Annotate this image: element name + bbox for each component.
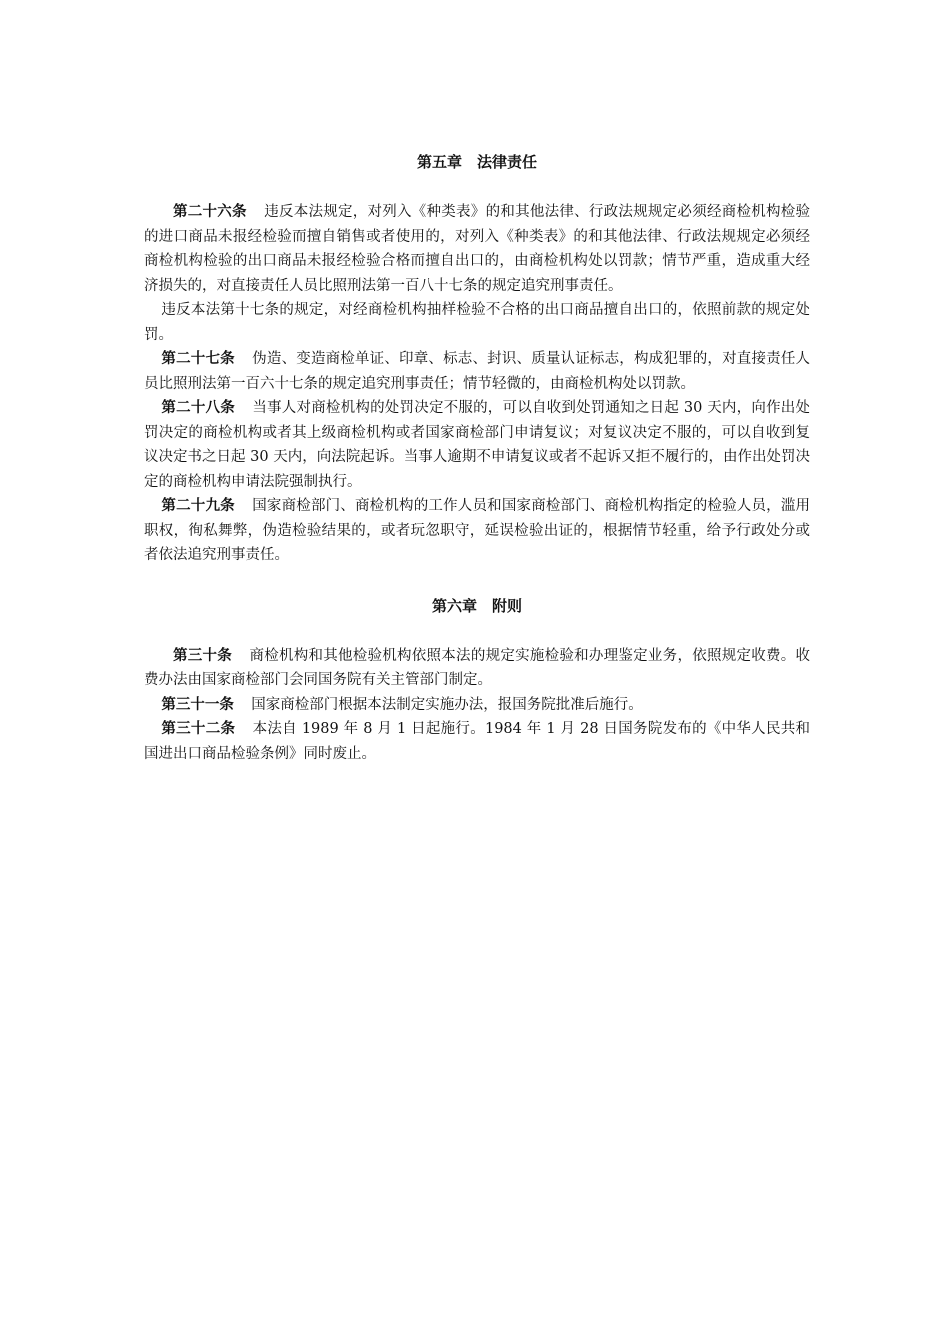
article-28-text: 当事人对商检机构的处罚决定不服的，可以自收到处罚通知之日起 30 天内，向作出处罚决定的商检机构或者其上级商检机构或者国家商检部门申请复议；对复议决定不服的，可以自收到复议决定书之日起 30 天内，向法院起诉。当事人逾期不申请复议或者不起诉又拒不履行的，由作出处罚决定的商检机构申请法院强制执行。: [144, 400, 810, 490]
document-page: [144, 150, 810, 766]
article-26: [144, 200, 810, 298]
article-29: [144, 494, 810, 568]
article-32: [144, 717, 810, 766]
article-32-text: 本法自 1989 年 8 月 1 日起施行。1984 年 1 月 28 日国务院发布的《中华人民共和国进出口商品检验条例》同时废止。: [144, 721, 810, 762]
article-31-text: 国家商检部门根据本法制定实施办法，报国务院批准后施行。: [251, 696, 643, 713]
article-27-text: 伪造、变造商检单证、印章、标志、封识、质量认证标志，构成犯罪的，对直接责任人员比照刑法第一百六十七条的规定追究刑事责任；情节轻微的，由商检机构处以罚款。: [144, 351, 810, 392]
article-27-label: 第二十七条: [161, 350, 235, 367]
article-30-label: 第三十条: [173, 646, 233, 664]
article-27: [144, 347, 810, 396]
article-30-text: 商检机构和其他检验机构依照本法的规定实施检验和办理鉴定业务，依照规定收费。收费办法由国家商检部门会同国务院有关主管部门制定。: [144, 647, 811, 688]
article-26-text: 违反本法规定，对列入《种类表》的和其他法律、行政法规规定必须经商检机构检验的进口商品未报经检验而擅自销售或者使用的，对列入《种类表》的和其他法律、行政法规规定必须经商检机构检验的出口商品未报经检验合格而擅自出口的，由商检机构处以罚款；情节严重，造成重大经济损失的，对直接责任人员比照刑法第一百八十七条的规定追究刑事责任。: [144, 204, 810, 294]
article-31-label: 第三十一条: [161, 695, 234, 713]
article-28: [144, 396, 810, 494]
chapter-5-title: 第五章 法律责任: [416, 153, 537, 171]
article-29-text: 国家商检部门、商检机构的工作人员和国家商检部门、商检机构指定的检验人员，滥用职权，徇私舞弊，伪造检验结果的，或者玩忽职守，延误检验出证的，根据情节轻重，给予行政处分或者依法追究刑事责任。: [144, 498, 810, 563]
article-32-label: 第三十二条: [161, 720, 236, 737]
chapter-6-title: 第六章 附则: [431, 596, 522, 615]
article-29-label: 第二十九条: [161, 497, 235, 514]
article-26-label: 第二十六条: [173, 203, 247, 220]
article-26-paragraph-2: 违反本法第十七条的规定，对经商检机构抽样检验不合格的出口商品擅自出口的，依照前款的规定处罚。: [144, 302, 810, 343]
article-28-label: 第二十八条: [161, 399, 235, 416]
article-31: [144, 693, 810, 718]
article-30: [144, 644, 810, 693]
